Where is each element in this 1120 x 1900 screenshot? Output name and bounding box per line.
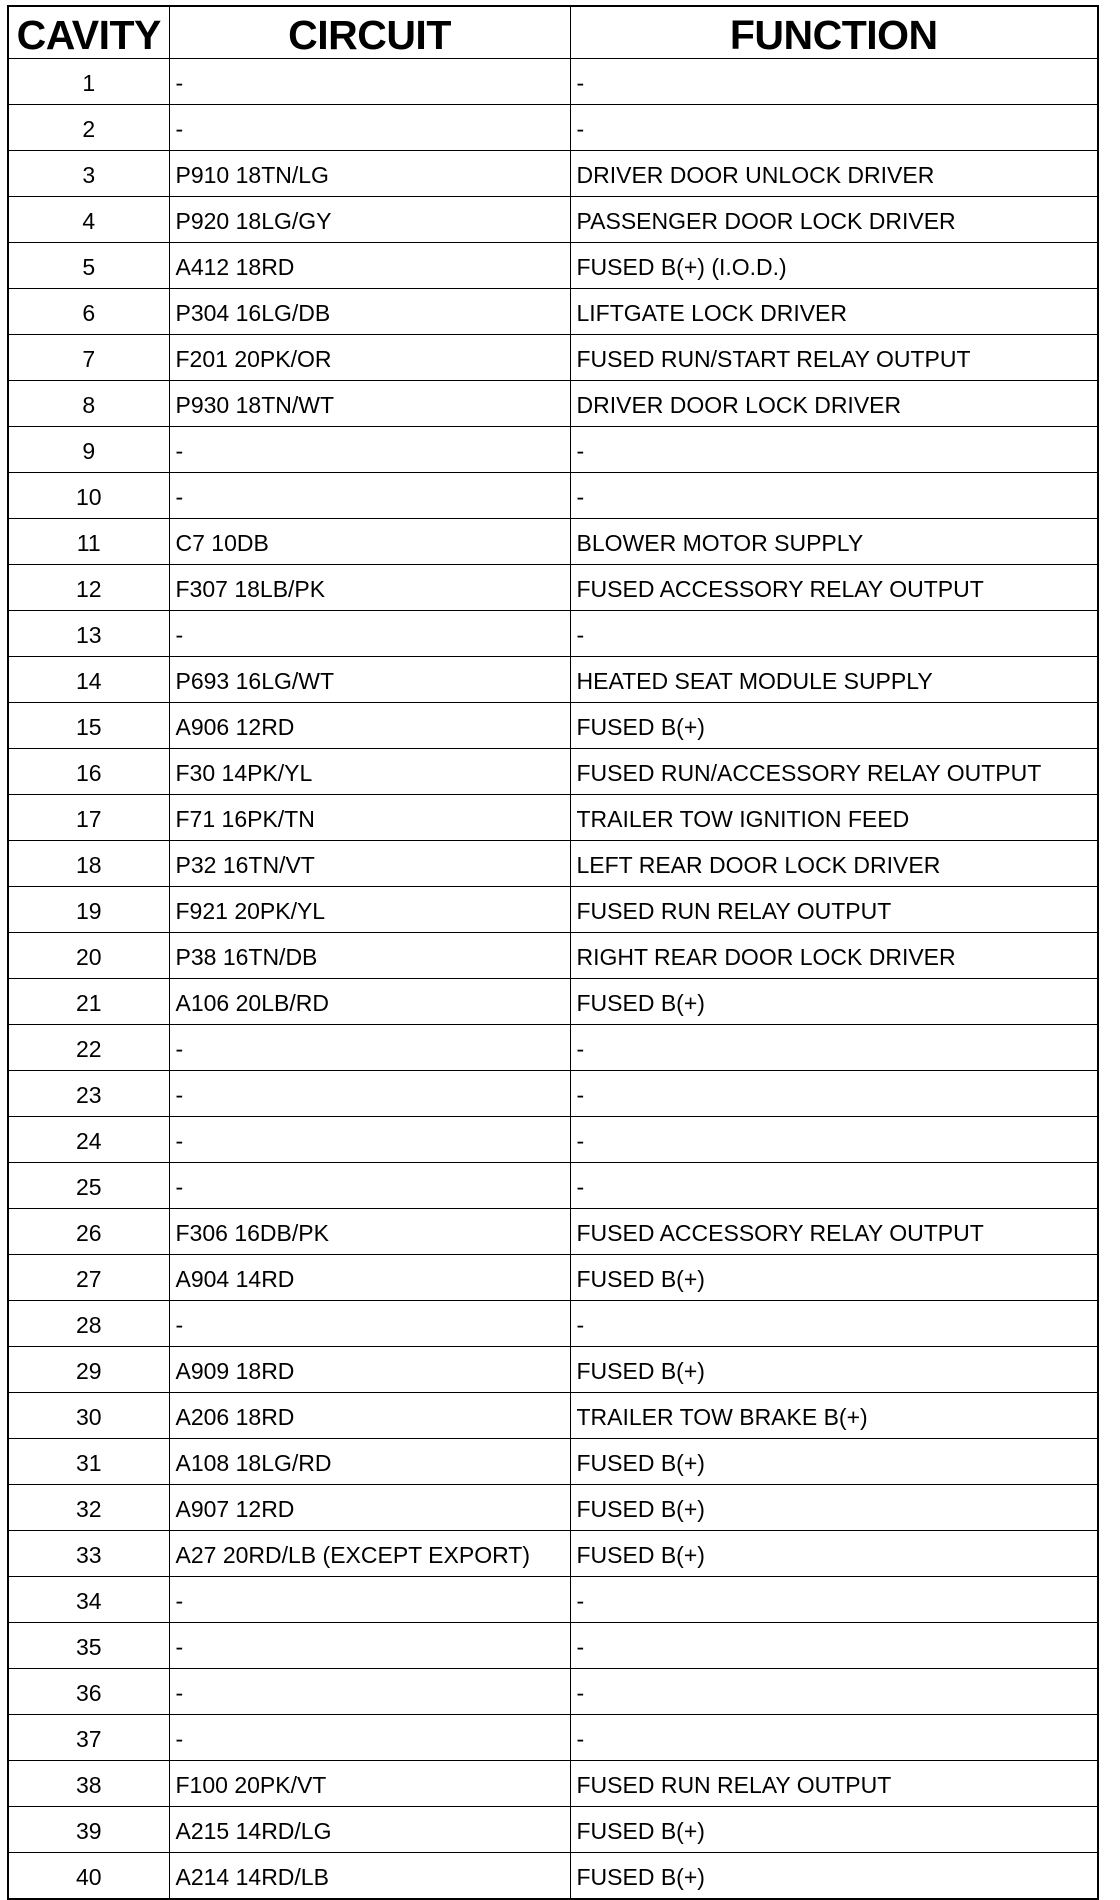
cell-function: FUSED B(+) [570,1531,1098,1577]
cell-circuit: P920 18LG/GY [169,197,570,243]
cell-cavity: 4 [8,197,169,243]
cell-function: FUSED B(+) [570,979,1098,1025]
cell-function: FUSED RUN/ACCESSORY RELAY OUTPUT [570,749,1098,795]
cell-function: FUSED B(+) (I.O.D.) [570,243,1098,289]
cell-cavity: 40 [8,1853,169,1900]
cell-function: FUSED ACCESSORY RELAY OUTPUT [570,1209,1098,1255]
header-function: FUNCTION [570,6,1098,59]
cell-circuit: F307 18LB/PK [169,565,570,611]
cell-cavity: 25 [8,1163,169,1209]
cell-function: FUSED RUN/START RELAY OUTPUT [570,335,1098,381]
table-row [8,1117,1098,1163]
cell-cavity: 12 [8,565,169,611]
header-circuit: CIRCUIT [169,6,570,59]
table-row [8,381,1098,427]
table-header [8,6,1098,59]
cell-cavity: 16 [8,749,169,795]
cell-function: TRAILER TOW IGNITION FEED [570,795,1098,841]
cell-cavity: 9 [8,427,169,473]
cell-circuit: A909 18RD [169,1347,570,1393]
header-row [8,6,1098,59]
cell-cavity: 5 [8,243,169,289]
table-row [8,151,1098,197]
cell-cavity: 27 [8,1255,169,1301]
cell-cavity: 39 [8,1807,169,1853]
cell-circuit: P304 16LG/DB [169,289,570,335]
cell-circuit: - [169,473,570,519]
cell-circuit: - [169,1301,570,1347]
cell-circuit: F71 16PK/TN [169,795,570,841]
table-row [8,1393,1098,1439]
cell-function: FUSED ACCESSORY RELAY OUTPUT [570,565,1098,611]
cell-cavity: 29 [8,1347,169,1393]
cell-circuit: F921 20PK/YL [169,887,570,933]
cell-circuit: P930 18TN/WT [169,381,570,427]
table-row [8,749,1098,795]
table-row [8,565,1098,611]
cell-circuit: A906 12RD [169,703,570,749]
cell-circuit: A27 20RD/LB (EXCEPT EXPORT) [169,1531,570,1577]
cell-cavity: 34 [8,1577,169,1623]
cell-function: - [570,1715,1098,1761]
cell-circuit: A904 14RD [169,1255,570,1301]
table-row [8,1347,1098,1393]
table-row [8,1623,1098,1669]
table-row [8,1853,1098,1900]
cell-cavity: 30 [8,1393,169,1439]
cell-function: TRAILER TOW BRAKE B(+) [570,1393,1098,1439]
table-row [8,1761,1098,1807]
cell-cavity: 1 [8,59,169,105]
cell-cavity: 3 [8,151,169,197]
cell-function: - [570,1117,1098,1163]
table-row [8,1807,1098,1853]
cell-function: - [570,1071,1098,1117]
table-row [8,1439,1098,1485]
table-row [8,933,1098,979]
cell-cavity: 10 [8,473,169,519]
cell-cavity: 15 [8,703,169,749]
cell-circuit: P910 18TN/LG [169,151,570,197]
cell-cavity: 2 [8,105,169,151]
cell-cavity: 21 [8,979,169,1025]
table-row [8,427,1098,473]
connector-pinout-table [7,5,1099,1900]
cell-circuit: - [169,427,570,473]
cell-circuit: - [169,1117,570,1163]
cell-circuit: P32 16TN/VT [169,841,570,887]
cell-function: - [570,1669,1098,1715]
cell-function: FUSED B(+) [570,703,1098,749]
table-row [8,1209,1098,1255]
table-row [8,1301,1098,1347]
cell-function: FUSED RUN RELAY OUTPUT [570,887,1098,933]
cell-cavity: 35 [8,1623,169,1669]
cell-circuit: - [169,611,570,657]
cell-function: - [570,473,1098,519]
table-row [8,105,1098,151]
table-row [8,1485,1098,1531]
cell-circuit: - [169,1025,570,1071]
cell-cavity: 13 [8,611,169,657]
cell-circuit: - [169,59,570,105]
cell-cavity: 38 [8,1761,169,1807]
cell-cavity: 28 [8,1301,169,1347]
cell-circuit: P693 16LG/WT [169,657,570,703]
cell-cavity: 23 [8,1071,169,1117]
cell-function: FUSED RUN RELAY OUTPUT [570,1761,1098,1807]
table-row [8,1715,1098,1761]
cell-function: FUSED B(+) [570,1255,1098,1301]
cell-circuit: A907 12RD [169,1485,570,1531]
table-row [8,611,1098,657]
cell-cavity: 32 [8,1485,169,1531]
cell-function: DRIVER DOOR UNLOCK DRIVER [570,151,1098,197]
table-row [8,795,1098,841]
cell-circuit: - [169,1669,570,1715]
cell-cavity: 26 [8,1209,169,1255]
cell-function: RIGHT REAR DOOR LOCK DRIVER [570,933,1098,979]
cell-cavity: 14 [8,657,169,703]
cell-circuit: A215 14RD/LG [169,1807,570,1853]
cell-cavity: 20 [8,933,169,979]
table-row [8,657,1098,703]
cell-function: FUSED B(+) [570,1439,1098,1485]
cell-cavity: 24 [8,1117,169,1163]
cell-circuit: F100 20PK/VT [169,1761,570,1807]
cell-function: - [570,1301,1098,1347]
cell-cavity: 37 [8,1715,169,1761]
cell-function: - [570,105,1098,151]
cell-function: BLOWER MOTOR SUPPLY [570,519,1098,565]
table-row [8,1669,1098,1715]
cell-circuit: A106 20LB/RD [169,979,570,1025]
table-row [8,1163,1098,1209]
cell-circuit: F30 14PK/YL [169,749,570,795]
cell-function: - [570,1025,1098,1071]
cell-function: - [570,611,1098,657]
cell-cavity: 8 [8,381,169,427]
cell-circuit: A412 18RD [169,243,570,289]
cell-function: LIFTGATE LOCK DRIVER [570,289,1098,335]
table-row [8,703,1098,749]
table-row [8,1071,1098,1117]
table-row [8,59,1098,105]
table-row [8,473,1098,519]
cell-function: DRIVER DOOR LOCK DRIVER [570,381,1098,427]
cell-cavity: 36 [8,1669,169,1715]
cell-circuit: - [169,1715,570,1761]
table-row [8,887,1098,933]
header-cavity: CAVITY [8,6,169,59]
cell-circuit: - [169,105,570,151]
table-row [8,335,1098,381]
cell-function: PASSENGER DOOR LOCK DRIVER [570,197,1098,243]
table-row [8,197,1098,243]
table-row [8,1577,1098,1623]
cell-cavity: 19 [8,887,169,933]
table-row [8,1255,1098,1301]
cell-circuit: A108 18LG/RD [169,1439,570,1485]
cell-function: - [570,1623,1098,1669]
cell-cavity: 6 [8,289,169,335]
cell-circuit: - [169,1577,570,1623]
cell-circuit: P38 16TN/DB [169,933,570,979]
cell-circuit: A206 18RD [169,1393,570,1439]
cell-cavity: 33 [8,1531,169,1577]
cell-circuit: A214 14RD/LB [169,1853,570,1900]
table-row [8,519,1098,565]
table-row [8,243,1098,289]
cell-function: HEATED SEAT MODULE SUPPLY [570,657,1098,703]
cell-function: - [570,59,1098,105]
table-row [8,1531,1098,1577]
cell-function: FUSED B(+) [570,1853,1098,1900]
cell-function: FUSED B(+) [570,1485,1098,1531]
cell-cavity: 17 [8,795,169,841]
table-row [8,289,1098,335]
cell-cavity: 22 [8,1025,169,1071]
cell-circuit: - [169,1071,570,1117]
table-row [8,1025,1098,1071]
cell-circuit: F201 20PK/OR [169,335,570,381]
cell-function: FUSED B(+) [570,1347,1098,1393]
cell-function: FUSED B(+) [570,1807,1098,1853]
cell-circuit: F306 16DB/PK [169,1209,570,1255]
cell-circuit: - [169,1163,570,1209]
cell-cavity: 7 [8,335,169,381]
cell-cavity: 31 [8,1439,169,1485]
table-body [8,59,1098,1900]
cell-cavity: 18 [8,841,169,887]
table-row [8,979,1098,1025]
cell-circuit: C7 10DB [169,519,570,565]
cell-cavity: 11 [8,519,169,565]
cell-function: - [570,1163,1098,1209]
cell-function: - [570,427,1098,473]
cell-function: LEFT REAR DOOR LOCK DRIVER [570,841,1098,887]
table-row [8,841,1098,887]
cell-circuit: - [169,1623,570,1669]
cell-function: - [570,1577,1098,1623]
